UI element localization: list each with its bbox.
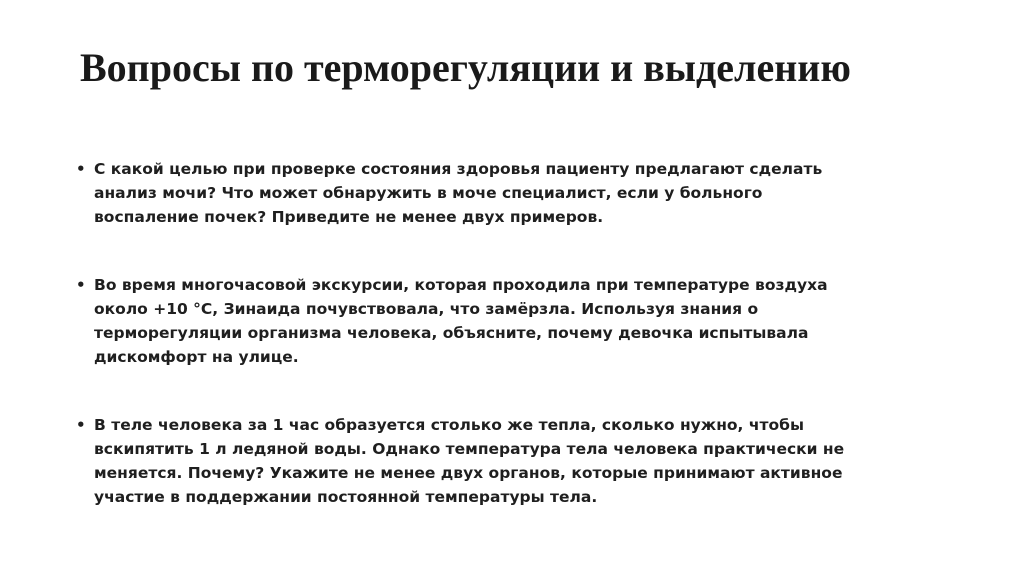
bullet-2-line-4: дискомфорт на улице. — [94, 348, 299, 366]
bullet-1-line-1: С какой целью при проверке состояния здоровья пациенту предлагают сделать — [94, 160, 823, 178]
bullet-3-line-1: В теле человека за 1 час образуется столько же тепла, сколько нужно, чтобы — [94, 416, 804, 434]
bullet-item-3 — [76, 413, 956, 509]
bullet-3-line-3: меняется. Почему? Укажите не менее двух органов, которые принимают активное — [94, 464, 843, 482]
bullet-3-line-4: участие в поддержании постоянной температуры тела. — [94, 488, 598, 506]
bullet-item-1 — [76, 157, 956, 229]
bullet-icon: • — [76, 416, 86, 434]
bullet-item-2 — [76, 273, 956, 369]
bullet-list — [76, 157, 956, 509]
bullet-3-line-2: вскипятить 1 л ледяной воды. Однако температура тела человека практически не — [94, 440, 845, 458]
bullet-1-line-3: воспаление почек? Приведите не менее двух примеров. — [94, 208, 604, 226]
bullet-2-line-1: Во время многочасовой экскурсии, которая проходила при температуре воздуха — [94, 276, 828, 294]
bullet-2-line-3: терморегуляции организма человека, объясните, почему девочка испытывала — [94, 324, 809, 342]
bullet-icon: • — [76, 160, 86, 178]
bullet-icon: • — [76, 276, 86, 294]
slide-title: Вопросы по терморегуляции и выделению — [80, 45, 851, 90]
bullet-2-line-2: около +10 °С, Зинаида почувствовала, что замёрзла. Используя знания о — [94, 300, 759, 318]
bullet-1-line-2: анализ мочи? Что может обнаружить в моче специалист, если у больного — [94, 184, 763, 202]
